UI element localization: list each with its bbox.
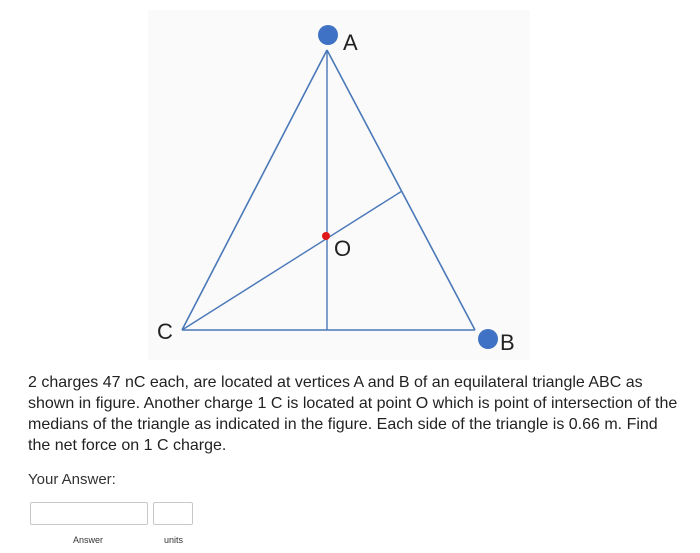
vertex-label-a: A (343, 30, 358, 55)
units-input[interactable] (153, 502, 193, 525)
answer-caption: Answer (73, 535, 104, 545)
answer-input[interactable] (30, 502, 148, 525)
median-from-c (182, 191, 402, 330)
edge-ab (327, 50, 475, 330)
charge-a-dot (318, 25, 338, 45)
units-caption: units (164, 535, 184, 545)
edge-ac (182, 50, 327, 330)
vertex-label-c: C (157, 319, 173, 344)
point-label-o: O (334, 236, 352, 261)
answer-prompt: Your Answer: (28, 471, 116, 488)
centroid-dot (322, 232, 330, 240)
charge-b-dot (478, 329, 498, 349)
question-text: 2 charges 47 nC each, are located at vertices A and B of an equilateral triangle ABC as shown in figure. Another charge 1 C is located at point O which is point of intersection of the medians of the triangle as indicated in the figure. Each side of the triangle is 0.66 m. Find the net force on 1 C charge. (28, 374, 678, 454)
vertex-label-b: B (500, 330, 515, 355)
